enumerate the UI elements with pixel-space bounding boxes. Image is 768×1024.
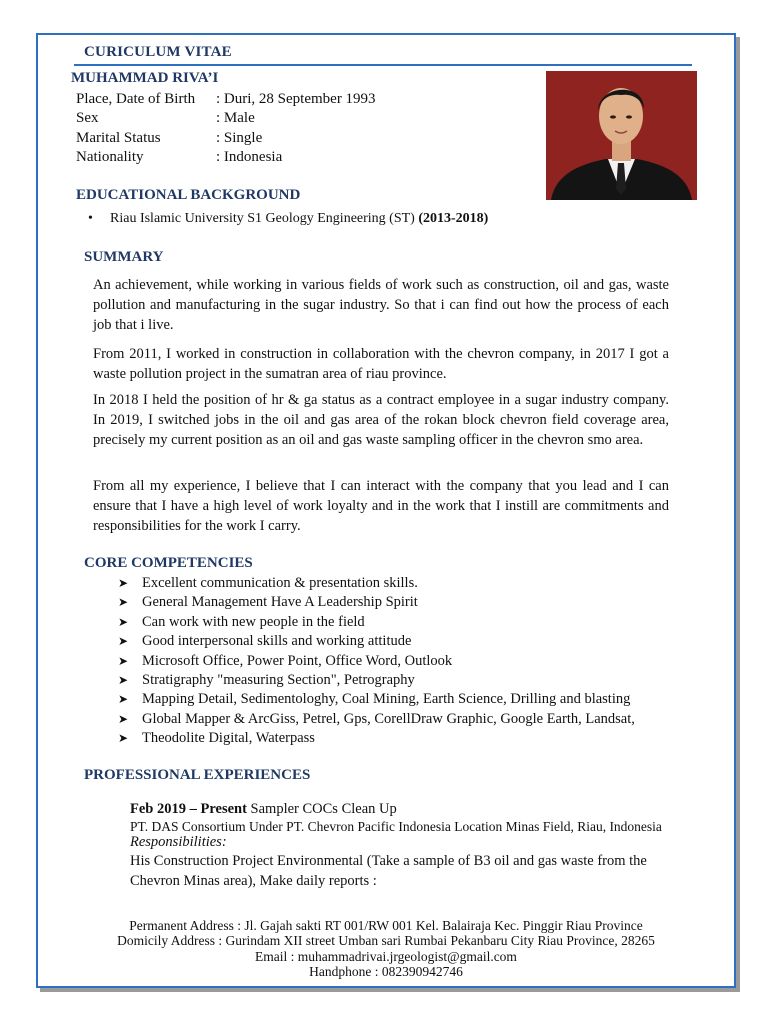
competencies-heading: CORE COMPETENCIES: [84, 555, 253, 571]
bullet-icon: •: [88, 211, 93, 226]
list-item: [118, 729, 635, 748]
experience-company: PT. DAS Consortium Under PT. Chevron Pacific Indonesia Location Minas Field, Riau, Indonesia: [130, 819, 662, 834]
info-label: Nationality: [76, 149, 144, 165]
summary-heading: SUMMARY: [84, 249, 164, 265]
arrow-bullet-icon: ➤: [118, 673, 129, 688]
competency-text: Global Mapper & ArcGiss, Petrel, Gps, CorellDraw Graphic, Google Earth, Landsat,: [142, 710, 635, 727]
responsibilities-text: Chevron Minas area), Make daily reports :: [130, 873, 377, 889]
person-name: MUHAMMAD RIVA’I: [71, 70, 219, 86]
info-row-birth: [76, 91, 376, 108]
responsibilities-label: Responsibilities:: [130, 834, 227, 850]
arrow-bullet-icon: ➤: [118, 576, 129, 590]
list-item: [118, 652, 635, 671]
education-years: (2013-2018): [418, 211, 489, 226]
info-value: : Single: [216, 130, 263, 146]
competency-text: Microsoft Office, Power Point, Office Word, Outlook: [142, 652, 453, 669]
arrow-bullet-icon: ➤: [118, 653, 129, 668]
footer-domicile-address: Domicily Address : Gurindam XII street Umban sari Rumbai Pekanbaru City Riau Province, 28265: [117, 933, 655, 948]
summary-paragraph: From all my experience, I believe that I can interact with the company that you lead and I can ensure that I have a high level of work loyalty and in the work that I instill are commitments and responsibilities for the work I carry.: [93, 478, 669, 534]
list-item: [118, 574, 635, 593]
education-item: [88, 211, 488, 227]
arrow-bullet-icon: ➤: [118, 711, 129, 726]
experience-heading: PROFESSIONAL EXPERIENCES: [84, 767, 311, 783]
arrow-bullet-icon: ➤: [118, 731, 129, 746]
info-value: : Indonesia: [216, 149, 283, 165]
list-item: [118, 671, 635, 690]
competency-text: Excellent communication & presentation skills.: [142, 575, 418, 591]
experience-period: Feb 2019 – Present: [130, 801, 247, 817]
info-row-marital: [76, 130, 262, 147]
experience-title: [130, 801, 397, 818]
competency-text: Theodolite Digital, Waterpass: [142, 730, 315, 747]
responsibilities-text: His Construction Project Environmental (Take a sample of B3 oil and gas waste from the: [130, 853, 647, 869]
document-title: CURICULUM VITAE: [84, 44, 232, 60]
info-value: : Male: [216, 110, 255, 126]
info-label: Marital Status: [76, 130, 161, 146]
list-item: [118, 710, 635, 729]
summary-paragraph: From 2011, I worked in construction in collaboration with the chevron company, in 2017 I got a waste pollution project in the sumatran area of riau province.: [93, 346, 669, 382]
arrow-bullet-icon: ➤: [118, 595, 129, 610]
info-label: Sex: [76, 110, 99, 126]
footer-phone: Handphone : 082390942746: [309, 964, 463, 979]
info-value: : Duri, 28 September 1993: [216, 91, 376, 107]
competency-text: Good interpersonal skills and working attitude: [142, 633, 412, 650]
footer-email: Email : muhammadrivai.jrgeologist@gmail.com: [255, 949, 517, 964]
list-item: [118, 613, 635, 632]
competency-text: General Management Have A Leadership Spirit: [142, 594, 418, 611]
experience-role: Sampler COCs Clean Up: [246, 801, 397, 817]
list-item: [118, 690, 635, 709]
arrow-bullet-icon: ➤: [118, 634, 129, 649]
arrow-bullet-icon: ➤: [118, 614, 129, 629]
title-divider: [74, 64, 692, 66]
arrow-bullet-icon: ➤: [118, 692, 129, 707]
info-row-sex: [76, 110, 255, 127]
footer-permanent-address: Permanent Address : Jl. Gajah sakti RT 001/RW 001 Kel. Balairaja Kec. Pinggir Riau Province: [129, 918, 643, 933]
competency-text: Stratigraphy "measuring Section", Petrography: [142, 672, 415, 689]
education-text: Riau Islamic University S1 Geology Engineering (ST): [110, 211, 419, 226]
competency-text: Can work with new people in the field: [142, 613, 365, 630]
competencies-list: [118, 574, 635, 749]
summary-paragraph: In 2018 I held the position of hr & ga status as a contract employee in a sugar industry company. In 2019, I switched jobs in the oil and gas area of the rokan block chevron field coverage area, precisely my current position as an oil and gas waste sampling officer in the chevron smo area.: [93, 392, 669, 448]
info-row-nationality: [76, 149, 282, 166]
portrait-illustration: [546, 71, 697, 200]
list-item: [118, 632, 635, 651]
education-heading: EDUCATIONAL BACKGROUND: [76, 187, 301, 203]
list-item: [118, 593, 635, 612]
summary-paragraph: An achievement, while working in various fields of work such as construction, oil and gas, waste pollution and manufacturing in the sugar industry. So that i can find out how the process of each job that i live.: [93, 277, 669, 333]
competency-text: Mapping Detail, Sedimentologhy, Coal Mining, Earth Science, Drilling and blasting: [142, 691, 631, 708]
profile-photo: [546, 71, 697, 200]
info-label: Place, Date of Birth: [76, 91, 196, 107]
